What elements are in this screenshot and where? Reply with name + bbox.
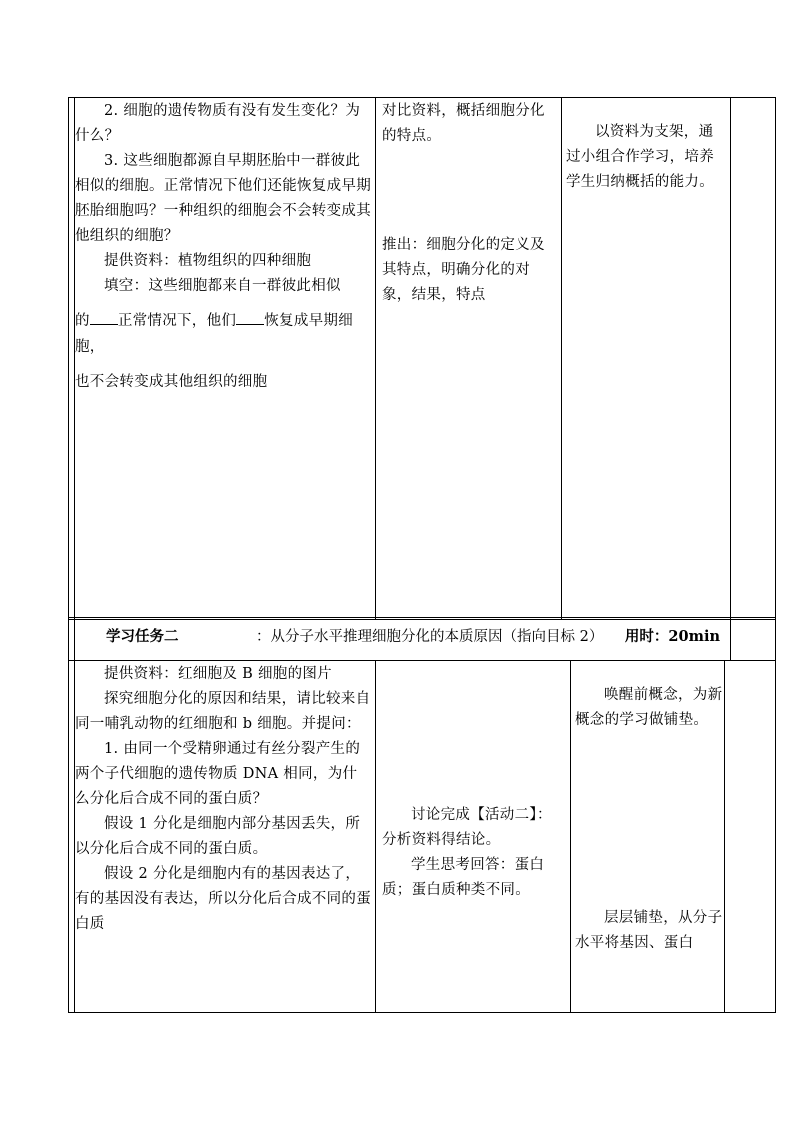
col-divider-3a bbox=[730, 97, 731, 661]
row2-student-cell bbox=[382, 803, 562, 903]
question-3: 3. 这些细胞都源自早期胚胎中一群彼此相似的细胞。正常情况下他们还能恢复成早期胚胎细胞吗？一种组织的细胞会不会转变成其他组织的细胞？ bbox=[75, 153, 371, 244]
fill-blank-line: 的 正常情况下，他们 恢复成早期细胞， bbox=[75, 308, 371, 360]
student-answer: 学生思考回答：蛋白质；蛋白质种类不同。 bbox=[382, 857, 545, 898]
table-top-border bbox=[68, 97, 775, 98]
task-two-header bbox=[74, 624, 724, 650]
col-divider-3b bbox=[724, 660, 725, 1012]
provided-material-2: 提供资料：红细胞及 B 细胞的图片 bbox=[104, 666, 332, 682]
blank-2 bbox=[236, 310, 264, 325]
col-divider-1a bbox=[375, 97, 376, 619]
table-right-border bbox=[775, 97, 776, 1013]
row-divider-1b bbox=[68, 619, 775, 620]
table-bottom-border bbox=[68, 1012, 775, 1013]
design-intent-1: 以资料为支架，通过小组合作学习，培养学生归纳概括的能力。 bbox=[566, 124, 714, 190]
provided-material: 提供资料：植物组织的四种细胞 bbox=[104, 253, 312, 269]
row-divider-1 bbox=[68, 617, 775, 618]
row1-intent-cell bbox=[566, 120, 726, 195]
task-time: 用时：20min bbox=[624, 628, 720, 645]
fill-blank-line-end: 也不会转变成其他组织的细胞 bbox=[75, 374, 268, 390]
col-divider-2b bbox=[570, 660, 571, 1012]
design-intent-3: 层层铺垫，从分子水平将基因、蛋白 bbox=[575, 910, 723, 951]
explore-prompt: 探究细胞分化的原因和结果，请比较来自同一哺乳动物的红细胞和 b 细胞。并提问： bbox=[75, 691, 371, 732]
question-1: 1. 由同一个受精卵通过有丝分裂产生的两个子代细胞的遗传物质 DNA 相同，为什么分化后合成不同的蛋白质？ bbox=[75, 741, 361, 807]
col-divider-1b bbox=[375, 660, 376, 1012]
hypothesis-2: 假设 2 分化是细胞内有的基因表达了，有的基因没有表达，所以分化后合成不同的蛋白质 bbox=[75, 866, 371, 932]
task-label: 学习任务二 bbox=[106, 628, 179, 645]
student-discussion: 讨论完成【活动二】：分析资料得结论。 bbox=[382, 807, 552, 848]
student-activity-1: 对比资料，概括细胞分化的特点。 bbox=[382, 103, 545, 144]
task-description: ：从分子水平推理细胞分化的本质原因（指向目标 2） bbox=[256, 629, 604, 645]
row2-intent-cell bbox=[575, 683, 723, 956]
design-intent-2: 唤醒前概念，为新概念的学习做铺垫。 bbox=[575, 687, 723, 728]
row1-teacher-cell bbox=[75, 99, 371, 395]
row2-teacher-cell bbox=[75, 662, 371, 937]
row1-student-cell bbox=[382, 99, 554, 308]
row-divider-2 bbox=[68, 660, 775, 661]
blank-1 bbox=[90, 310, 118, 325]
col-divider-2a bbox=[561, 97, 562, 619]
student-activity-2: 推出：细胞分化的定义及其特点，明确分化的对象，结果，特点 bbox=[382, 237, 545, 303]
fill-blank-intro: 填空：这些细胞都来自一群彼此相似 bbox=[104, 278, 341, 294]
table-left-border bbox=[68, 97, 69, 1013]
hypothesis-1: 假设 1 分化是细胞内部分基因丢失，所以分化后合成不同的蛋白质。 bbox=[75, 816, 361, 857]
question-2: 2. 细胞的遗传物质有没有发生变化？为什么？ bbox=[75, 103, 361, 144]
